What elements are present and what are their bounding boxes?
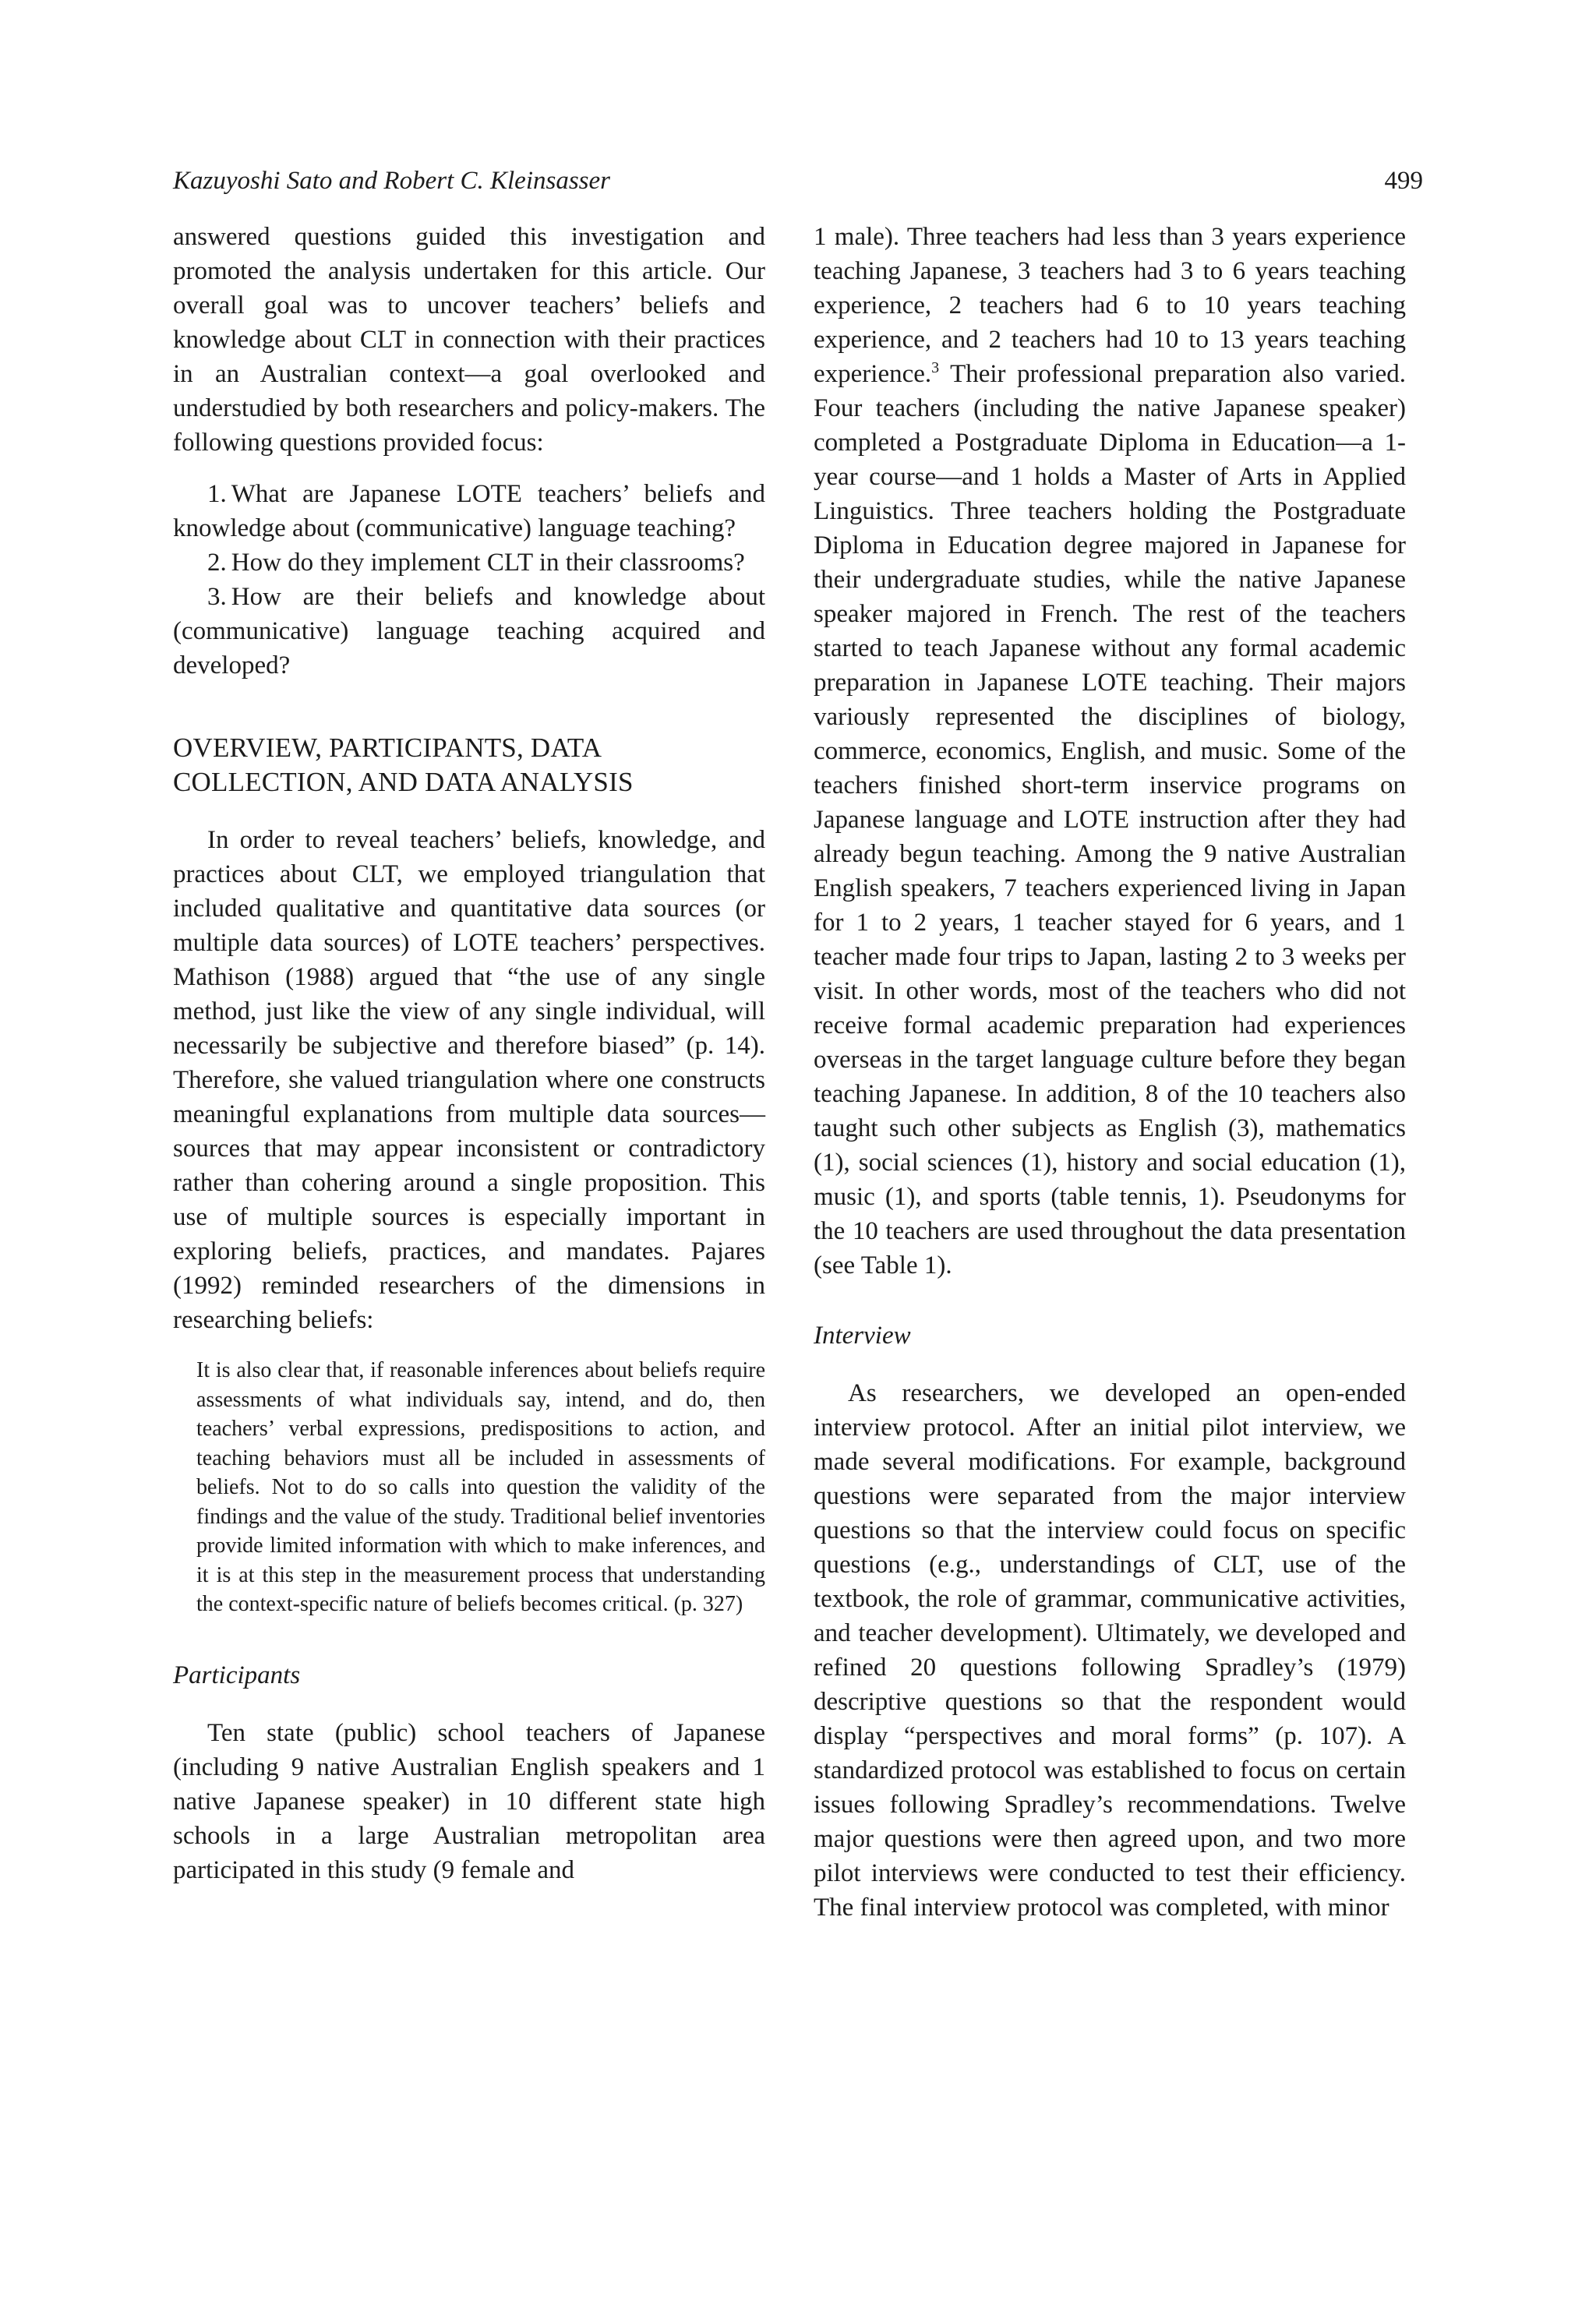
question-number: 3.	[207, 583, 227, 611]
left-column	[173, 220, 765, 1887]
section-heading-line: OVERVIEW, PARTICIPANTS, DATA	[173, 732, 602, 763]
intro-paragraph: answered questions guided this investigation and promoted the analysis undertaken for this article. Our overall goal was to uncover teachers’ beliefs and knowledge about CLT in connection with their practices in an Australian context—a goal overlooked and understudied by both researchers and policy-makers. The following questions provided focus:	[173, 223, 765, 457]
overview-paragraph: In order to reveal teachers’ beliefs, knowledge, and practices about CLT, we employed triangulation that included qualitative and quantitative data sources (or multiple data sources) of LOTE teachers’ perspectives. Mathison (1988) argued that “the use of any single method, just like the view of any single individual, will necessarily be subjective and therefore biased” (p. 14). Therefore, she valued triangulation where one constructs meaningful explanations from multiple data sources—sources that may appear inconsistent or contradictory rather than cohering around a single proposition. This use of multiple sources is especially important in exploring beliefs, practices, and mandates. Pajares (1992) reminded researchers of the dimensions in researching beliefs:	[173, 826, 765, 1334]
block-quote: It is also clear that, if reasonable inferences about beliefs require assessments of what individuals say, intend, and do, then teachers’ verbal expressions, predispositions to action, and teaching behaviors must all be included in assessments of beliefs. Not to do so calls into question the validity of the findings and the value of the study. Traditional belief inventories provide limited information with which to make inferences, and it is at this step in the measurement process that understanding the context-specific nature of beliefs becomes critical. (p. 327)	[196, 1358, 765, 1616]
research-question	[173, 477, 765, 545]
continuation-paragraph	[814, 220, 1406, 1283]
participants-heading: Participants	[173, 1661, 301, 1689]
continuation-text: Their professional preparation also varied. Four teachers (including the native Japanese speaker) completed a Postgraduate Diploma in Education—a 1-year course—and 1 holds a Master of Arts in Applied Linguistics. Three teachers holding the Postgraduate Diploma in Education degree majored in Japanese for their undergraduate studies, while the native Japanese speaker majored in French. The rest of the teachers started to teach Japanese without any formal academic preparation in Japanese LOTE teaching. Their majors variously represented the disciplines of biology, commerce, economics, English, and music. Some of the teachers finished short-term inservice programs on Japanese language and LOTE instruction after they had already begun teaching. Among the 9 native Australian English speakers, 7 teachers experienced living in Japan for 1 to 2 years, 1 teacher stayed for 6 years, and 1 teacher made four trips to Japan, lasting 2 to 3 weeks per visit. In other words, most of the teachers who did not receive formal academic preparation had experiences overseas in the target language culture before they began teaching Japanese. In addition, 8 of the 10 teachers also taught such other subjects as English (3), mathematics (1), social sciences (1), history and social education (1), music (1), and sports (table tennis, 1). Pseudonyms for the 10 teachers are used throughout the data presentation (see Table 1).	[814, 360, 1406, 1280]
interview-heading: Interview	[814, 1322, 911, 1350]
participants-paragraph: Ten state (public) school teachers of Japanese (including 9 native Australian English speakers and 1 native Japanese speaker) in 10 different state high schools in a large Australian metropolitan area participated in this study (9 female and	[173, 1718, 765, 1884]
question-number: 1.	[207, 480, 227, 508]
running-head-authors: Kazuyoshi Sato and Robert C. Kleinsasser	[173, 167, 611, 195]
research-question	[173, 545, 765, 580]
page-number: 499	[1384, 167, 1423, 195]
footnote-marker[interactable]: 3	[931, 359, 940, 376]
question-text: How are their beliefs and knowledge about (communicative) language teaching acquired and developed?	[173, 583, 765, 679]
right-column	[814, 220, 1406, 1925]
research-question	[173, 580, 765, 683]
running-head	[173, 161, 1423, 201]
section-heading	[173, 731, 765, 799]
question-number: 2.	[207, 549, 227, 577]
continuation-text: 1 male). Three teachers had less than 3 years experience teaching Japanese, 3 teachers had 3 to 6 years teaching experience, 2 teachers had 6 to 10 years teaching experience, and 2 teachers had 10 to 13 years teaching experience.	[814, 223, 1406, 388]
research-questions-list	[173, 477, 765, 683]
interview-paragraph: As researchers, we developed an open-ended interview protocol. After an initial pilot interview, we made several modifications. For example, background questions were separated from the major interview questions so that the interview could focus on specific questions (e.g., understandings of CLT, use of the textbook, the role of grammar, communicative activities, and teacher development). Ultimately, we developed and refined 20 questions following Spradley’s (1979) descriptive questions so that the respondent would display “perspectives and moral forms” (p. 107). A standardized protocol was established to focus on certain issues following Spradley’s recommendations. Twelve major questions were then agreed upon, and two more pilot interviews were conducted to test their efficiency. The final interview protocol was completed, with minor	[814, 1379, 1406, 1922]
question-text: What are Japanese LOTE teachers’ beliefs and knowledge about (communicative) language teaching?	[173, 480, 765, 542]
section-heading-line: COLLECTION, AND DATA ANALYSIS	[173, 767, 634, 797]
question-text: How do they implement CLT in their classrooms?	[231, 549, 745, 577]
